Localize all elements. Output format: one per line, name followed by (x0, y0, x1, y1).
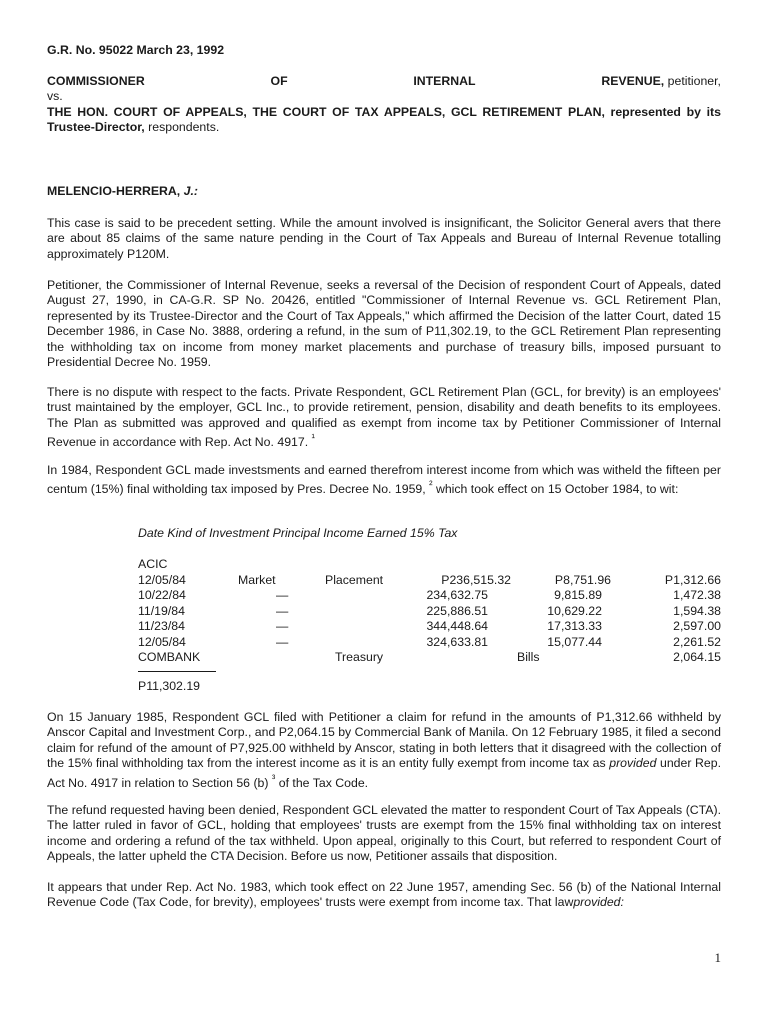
table-row: 12/05/84 — 324,633.81 15,077.44 2,261.52 (138, 634, 721, 649)
respondents-line: THE HON. COURT OF APPEALS, THE COURT OF TAX APPEALS, GCL RETIREMENT PLAN, represented by its Trustee-Director, respondents. (47, 105, 721, 135)
table-row: 12/05/84 Market Placement P236,515.32 P8,751.96 P1,312.66 (138, 572, 721, 587)
petitioner-word-1: COMMISSIONER (47, 74, 145, 88)
paragraph-6: The refund requested having been denied, Respondent GCL elevated the matter to respondent Court of Tax Appeals (CTA). The latter ruled in favor of GCL, holding that employees' trusts are exempt from the 15% final withholding tax on interest income and ordering a refund of the tax withheld. Upon appeal, originally to this Court, but referred to respondent Court of Appeals, the latter upheld the CTA Decision. Before us now, Petitioner assails that disposition. (47, 803, 721, 864)
versus-label: vs. (47, 89, 63, 103)
paragraph-7: It appears that under Rep. Act No. 1983, which took effect on 22 June 1957, amending Sec. 56 (b) of the National Internal Revenue Code (Tax Code, for brevity), employees' trusts were exempt from income tax. That lawprovided: (47, 880, 721, 910)
paragraph-2: Petitioner, the Commissioner of Internal Revenue, seeks a reversal of the Decision of respondent Court of Appeals, dated August 27, 1990, in CA-G.R. SP No. 20426, entitled "Commissioner of Internal Revenue vs. GCL Retirement Plan, represented by its Trustee-Director and the Court of Tax Appeals," which affirmed the Decision of the latter Court, dated 15 December 1986, in Case No. 3888, ordering a refund, in the sum of P11,302.19, to the GCL Retirement Plan representing the withholding tax on income from money market placements and purchase of treasury bills, imposed pursuant to Presidential Decree No. 1959. (47, 278, 721, 370)
petitioner-word-2: OF (270, 74, 288, 88)
paragraph-4: In 1984, Respondent GCL made investsments and earned therefrom interest income from which was witheld the fifteen per centum (15%) final witholding tax imposed by Pres. Decree No. 1959, $^{^2}$ which took effect on 15 October 1984, to wit: (47, 463, 721, 497)
case-number-date: G.R. No. 95022 March 23, 1992 (47, 43, 225, 57)
footnote-1[interactable]: ¹ (311, 433, 315, 445)
paragraph-1: This case is said to be precedent setting. While the amount involved is insignificant, the Solicitor General avers that there are about 85 claims of the same nature pending in the Court of Tax Appeals and Bureau of Internal Revenue totalling approximately P120M. (47, 216, 721, 261)
table-group-label: ACIC (138, 557, 168, 571)
table-row: 10/22/84 — 234,632.75 9,815.89 1,472.38 (138, 588, 721, 602)
ponente: MELENCIO-HERRERA, J.: (47, 184, 198, 198)
investment-table (138, 557, 721, 666)
table-row: 11/19/84 — 225,886.51 10,629.22 1,594.38 (138, 603, 721, 618)
footnote-3[interactable]: ³ (271, 773, 276, 785)
paragraph-3: There is no dispute with respect to the facts. Private Respondent, GCL Retirement Plan (GCL, for brevity) is an employees' trust maintained by the employer, GCL Inc., to provide retirement, pension, disability and death benefits to its employees. The Plan as submitted was approved and qualified as exempt from income tax by Petitioner Commissioner of Internal Revenue in accordance with Rep. Act No. 4917. $^{^1}$ (47, 385, 721, 450)
paragraph-5: On 15 January 1985, Respondent GCL filed with Petitioner a claim for refund in the amounts of P1,312.66 withheld by Anscor Capital and Investment Corp., and P2,064.15 by Commercial Bank of Manila. On 12 February 1985, it filed a second claim for refund of the amount of P7,925.00 withheld by Anscor, stating in both letters that it disagreed with the collection of the 15% final withholding tax from the interest income as it is an entity fully exempt from income tax as provided under Rep. Act No. 4917 in relation to Section 56 (b) $^{^3}$ of the Tax Code. (47, 710, 721, 790)
footnote-2[interactable]: ² (429, 480, 433, 492)
table-row: 11/23/84 — 344,448.64 17,313.33 2,597.00 (138, 619, 721, 633)
petitioner-word-3: INTERNAL (413, 74, 476, 88)
petitioner-end: REVENUE, petitioner, (601, 74, 721, 88)
petitioner-line (47, 74, 721, 88)
table-row-combank: COMBANK Treasury Bills 2,064.15 (138, 650, 721, 664)
total-rule (138, 671, 216, 672)
table-total: P11,302.19 (138, 679, 200, 693)
table-caption: Date Kind of Investment Principal Income Earned 15% Tax (138, 526, 458, 540)
page-number: 1 (714, 950, 721, 965)
